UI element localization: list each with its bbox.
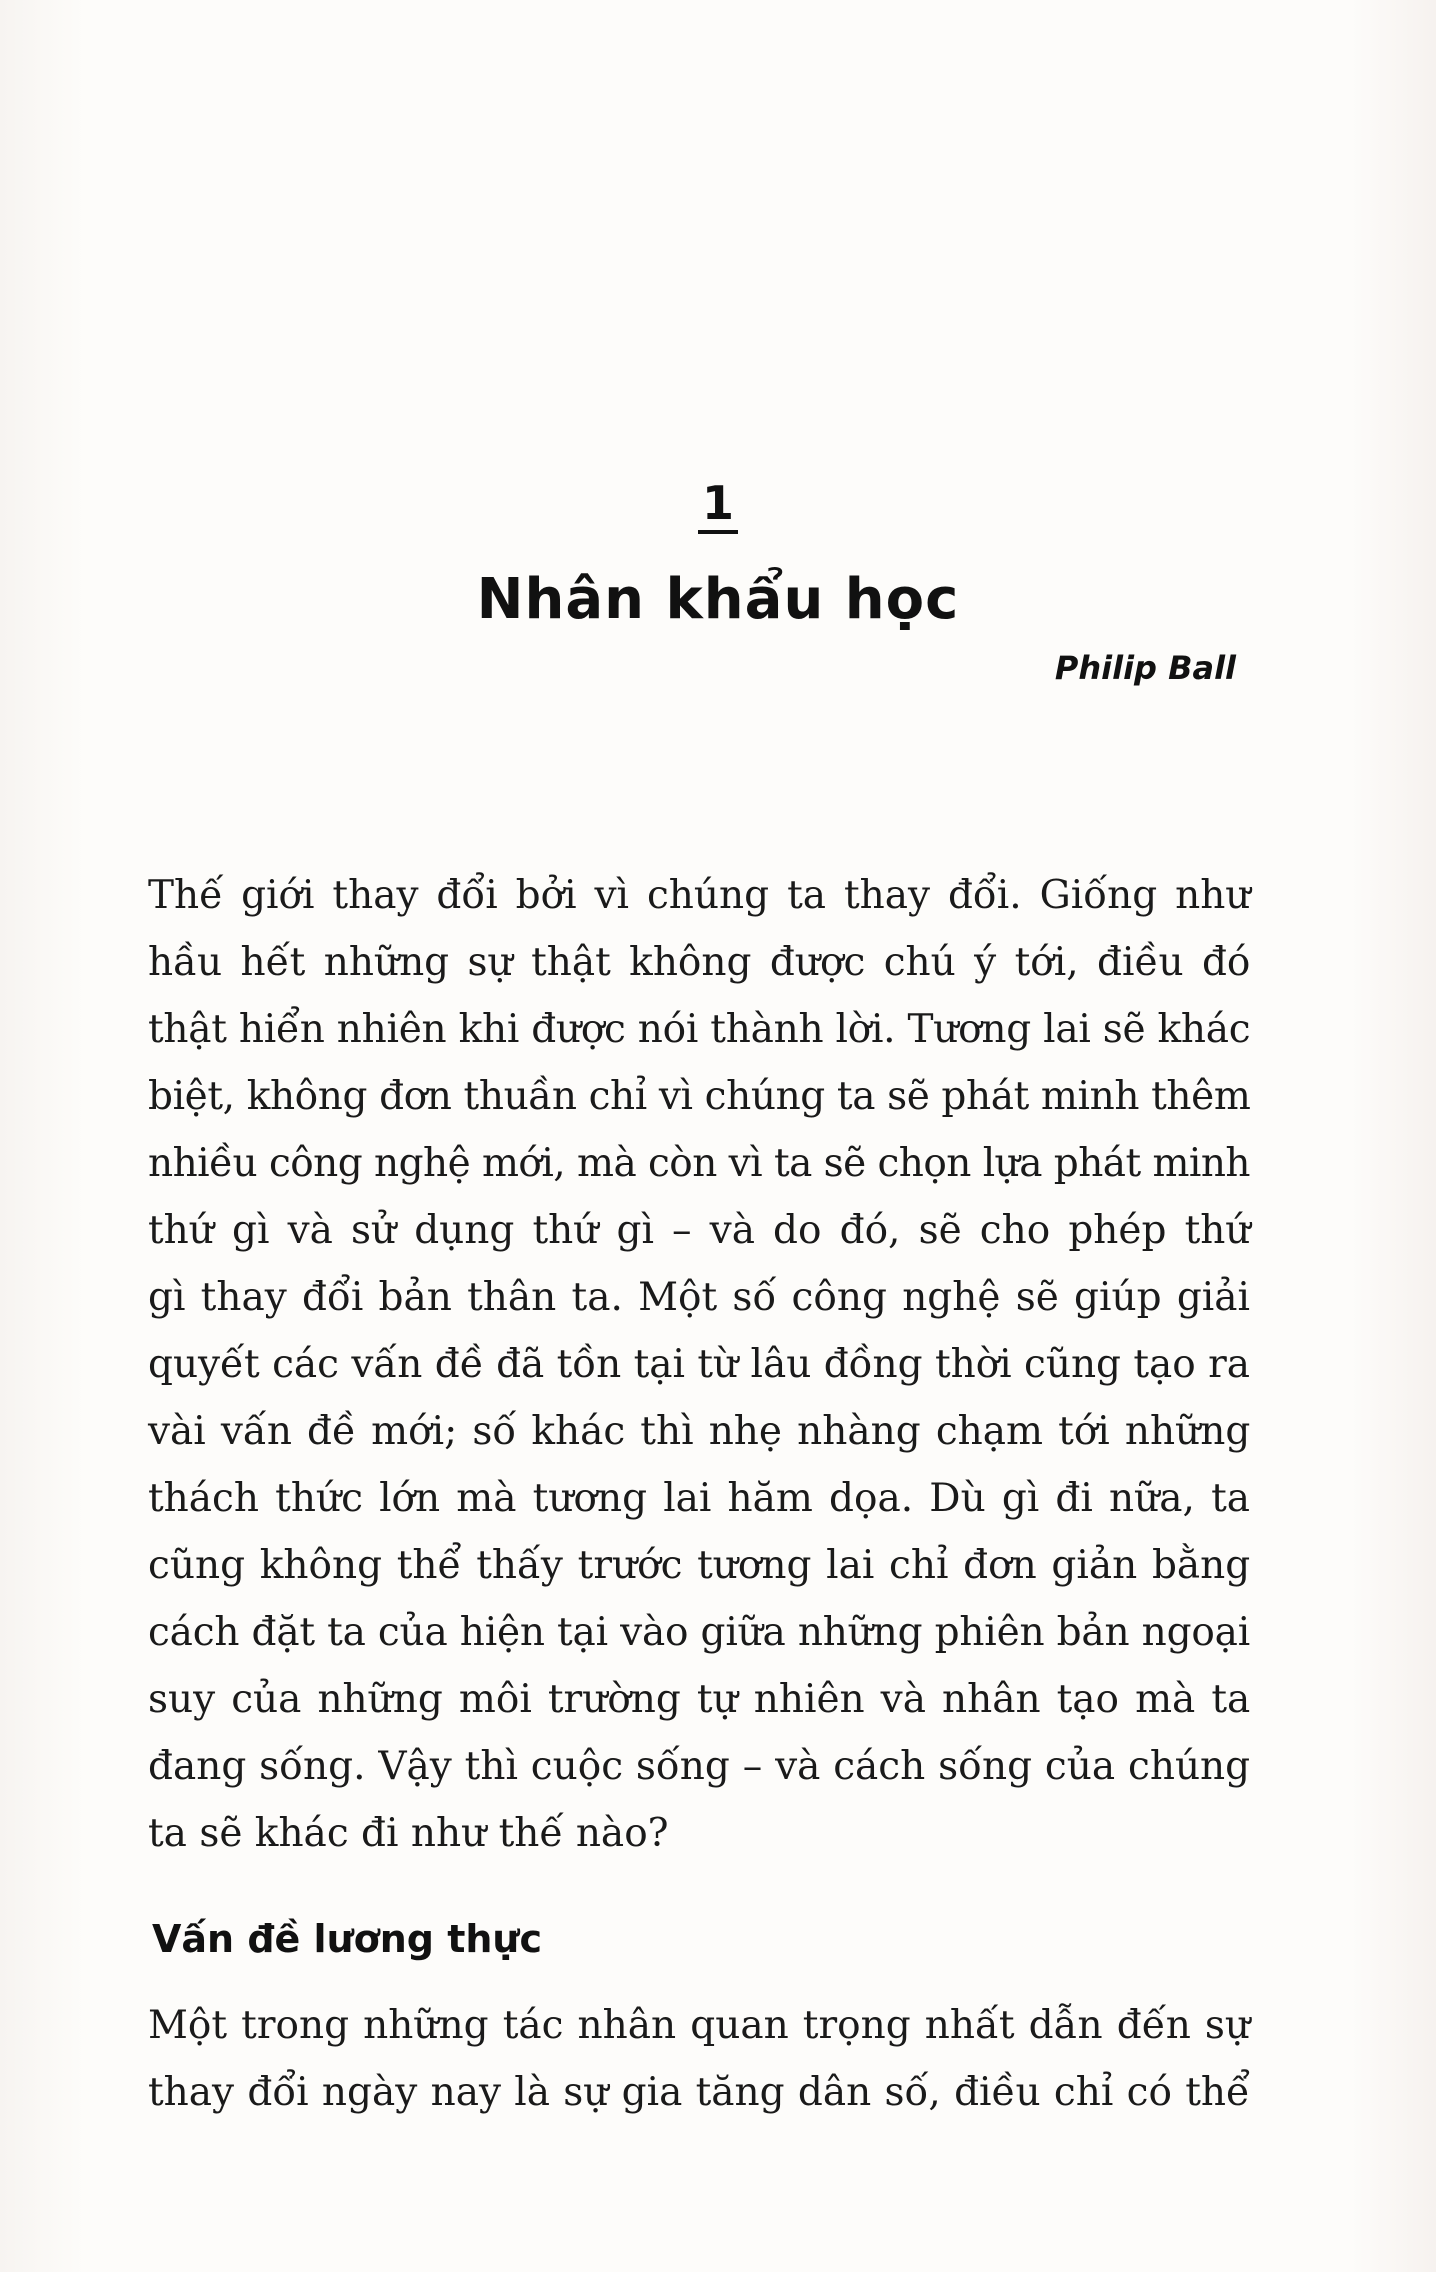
text-line: quyết các vấn đề đã tồn tại từ lâu đồng thời cũng tạo ra (148, 1342, 1250, 1387)
chapter-author: Philip Ball (1054, 649, 1236, 687)
text-line: hầu hết những sự thật không được chú ý tới, điều đó (148, 940, 1251, 985)
text-line: thay đổi ngày nay là sự gia tăng dân số, điều chỉ có thể (148, 2070, 1250, 2115)
text-line: suy của những môi trường tự nhiên và nhân tạo mà ta (148, 1677, 1251, 1722)
paragraph-food (148, 1992, 1250, 2126)
text-line: Một trong những tác nhân quan trọng nhất dẫn đến sự (148, 2003, 1251, 2048)
text-line: vài vấn đề mới; số khác thì nhẹ nhàng chạm tới những (148, 1409, 1251, 1454)
text-line: cũng không thể thấy trước tương lai chỉ đơn giản bằng (148, 1543, 1251, 1588)
text-line: thật hiển nhiên khi được nói thành lời. Tương lai sẽ khác (148, 1007, 1251, 1052)
text-line: gì thay đổi bản thân ta. Một số công nghệ sẽ giúp giải (148, 1275, 1250, 1320)
text-line: thách thức lớn mà tương lai hăm dọa. Dù gì đi nữa, ta (148, 1476, 1250, 1521)
text-line: cách đặt ta của hiện tại vào giữa những phiên bản ngoại (148, 1610, 1251, 1655)
text-line: Thế giới thay đổi bởi vì chúng ta thay đổi. Giống như (148, 873, 1251, 918)
text-line: biệt, không đơn thuần chỉ vì chúng ta sẽ phát minh thêm (148, 1074, 1251, 1119)
text-line: ta sẽ khác đi như thế nào? (148, 1811, 669, 1856)
section-heading: Vấn đề lương thực (152, 1917, 543, 1961)
text-line: nhiều công nghệ mới, mà còn vì ta sẽ chọn lựa phát minh (148, 1141, 1250, 1186)
chapter-title: Nhân khẩu học (476, 567, 960, 632)
chapter-number (0, 475, 1436, 531)
chapter-number-text: 1 (698, 476, 738, 534)
text-line: đang sống. Vậy thì cuộc sống – và cách sống của chúng (148, 1744, 1251, 1789)
paragraph-intro (148, 862, 1250, 1867)
bleed-through-background (140, 260, 1280, 326)
text-line: thứ gì và sử dụng thứ gì – và do đó, sẽ cho phép thứ (148, 1208, 1251, 1253)
